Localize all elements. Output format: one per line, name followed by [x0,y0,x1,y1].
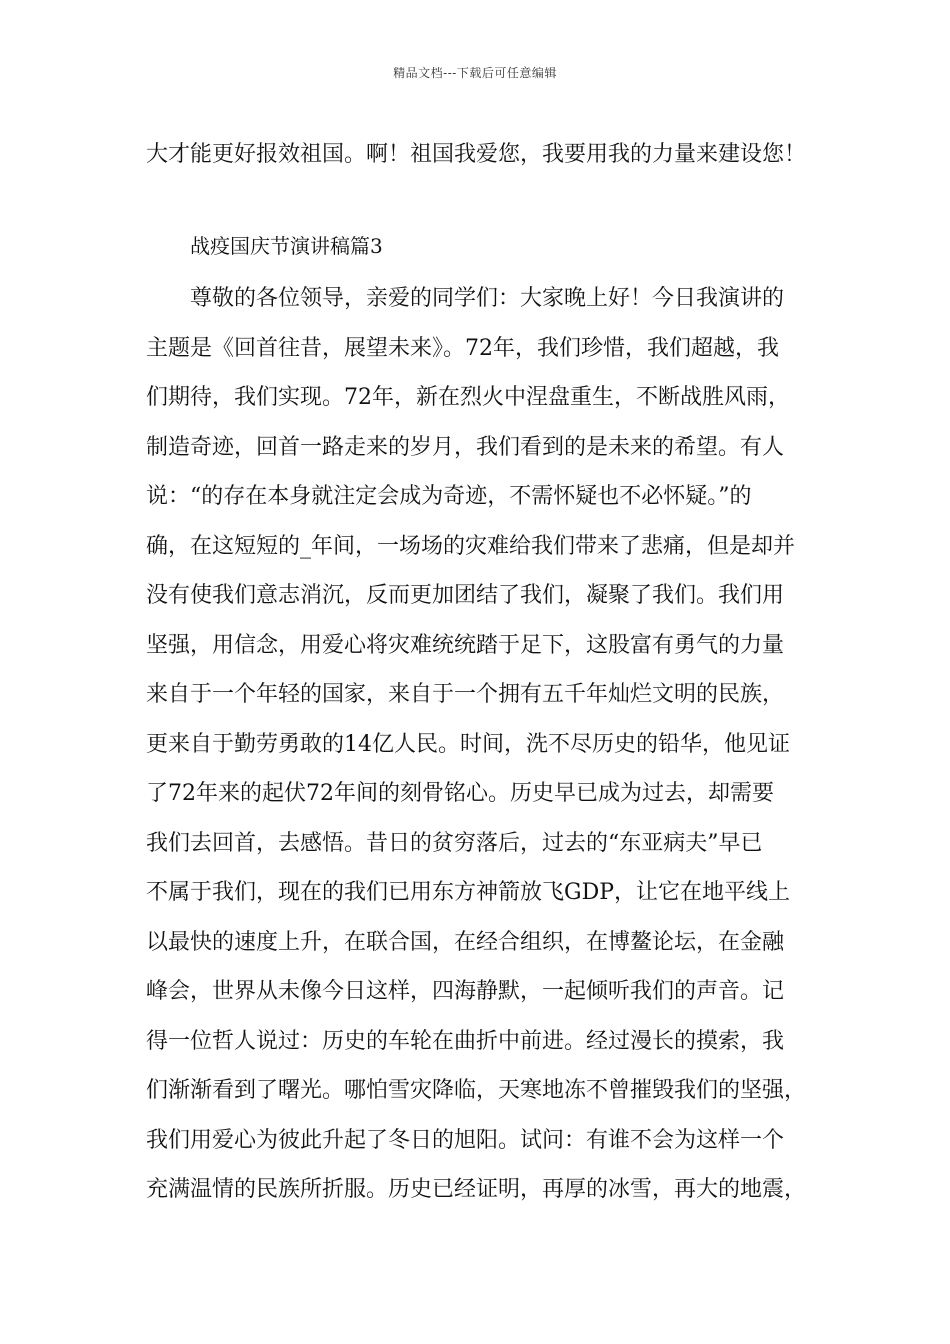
text-line: 峰会，世界从未像今日这样，四海静默，一起倾听我们的声音。记 [146,979,785,1004]
text-line: 充满温情的民族所折服。历史已经证明，再厚的冰雪，再大的地震， [146,1177,807,1202]
text-line: 不属于我们，现在的我们已用东方神箭放飞GDP，让它在地平线上 [146,880,791,905]
text-line: 得一位哲人说过：历史的车轮在曲折中前进。经过漫长的摸索，我 [146,1028,785,1054]
text-line: 说：“的存在本身就注定会成为奇迹，不需怀疑也不必怀疑。”的 [146,484,752,509]
text-line: 来自于一个年轻的国家，来自于一个拥有五千年灿烂文明的民族， [146,682,785,707]
text-line: 们期待，我们实现。72年，新在烈火中涅盘重生，不断战胜风雨， [146,385,790,410]
intro-paragraph [146,130,826,180]
text-line: 更来自于勤劳勇敢的14亿人民。时间，洗不尽历史的铅华，他见证 [146,731,790,757]
text-line: 以最快的速度上升，在联合国，在经合组织，在博鳌论坛，在金融 [146,929,785,955]
section-title: 战疫国庆节演讲稿篇3 [190,234,383,258]
speech-paragraph [146,274,826,1215]
text-line: 们渐渐看到了曙光。哪怕雪灾降临，天寒地冻不曾摧毁我们的坚强， [146,1078,807,1103]
text-line: 我们去回首，去感悟。昔日的贫穷落后，过去的“东亚病夫”早已 [146,830,763,856]
text-line: 确，在这短短的_年间，一场场的灾难给我们带来了悲痛，但是却并 [146,533,796,559]
text-line: 大才能更好报效祖国。啊！祖国我爱您，我要用我的力量来建设您！ [146,142,807,167]
text-line: 制造奇迹，回首一路走来的岁月，我们看到的是未来的希望。有人 [146,434,785,460]
page-header: 精品文档---下载后可任意编辑 [393,66,557,80]
text-line: 了72年来的起伏72年间的刻骨铭心。历史早已成为过去，却需要 [146,781,774,806]
text-line: 我们用爱心为彼此升起了冬日的旭阳。试问：有谁不会为这样一个 [146,1127,785,1153]
text-line: 坚强，用信念，用爱心将灾难统统踏于足下，这股富有勇气的力量 [146,632,785,658]
text-line: 主题是《回首往昔，展望未来》。72年，我们珍惜，我们超越，我 [146,335,779,361]
text-line: 没有使我们意志消沉，反而更加团结了我们，凝聚了我们。我们用 [146,583,785,608]
text-line: 尊敬的各位领导，亲爱的同学们：大家晚上好！今日我演讲的 [190,286,785,311]
